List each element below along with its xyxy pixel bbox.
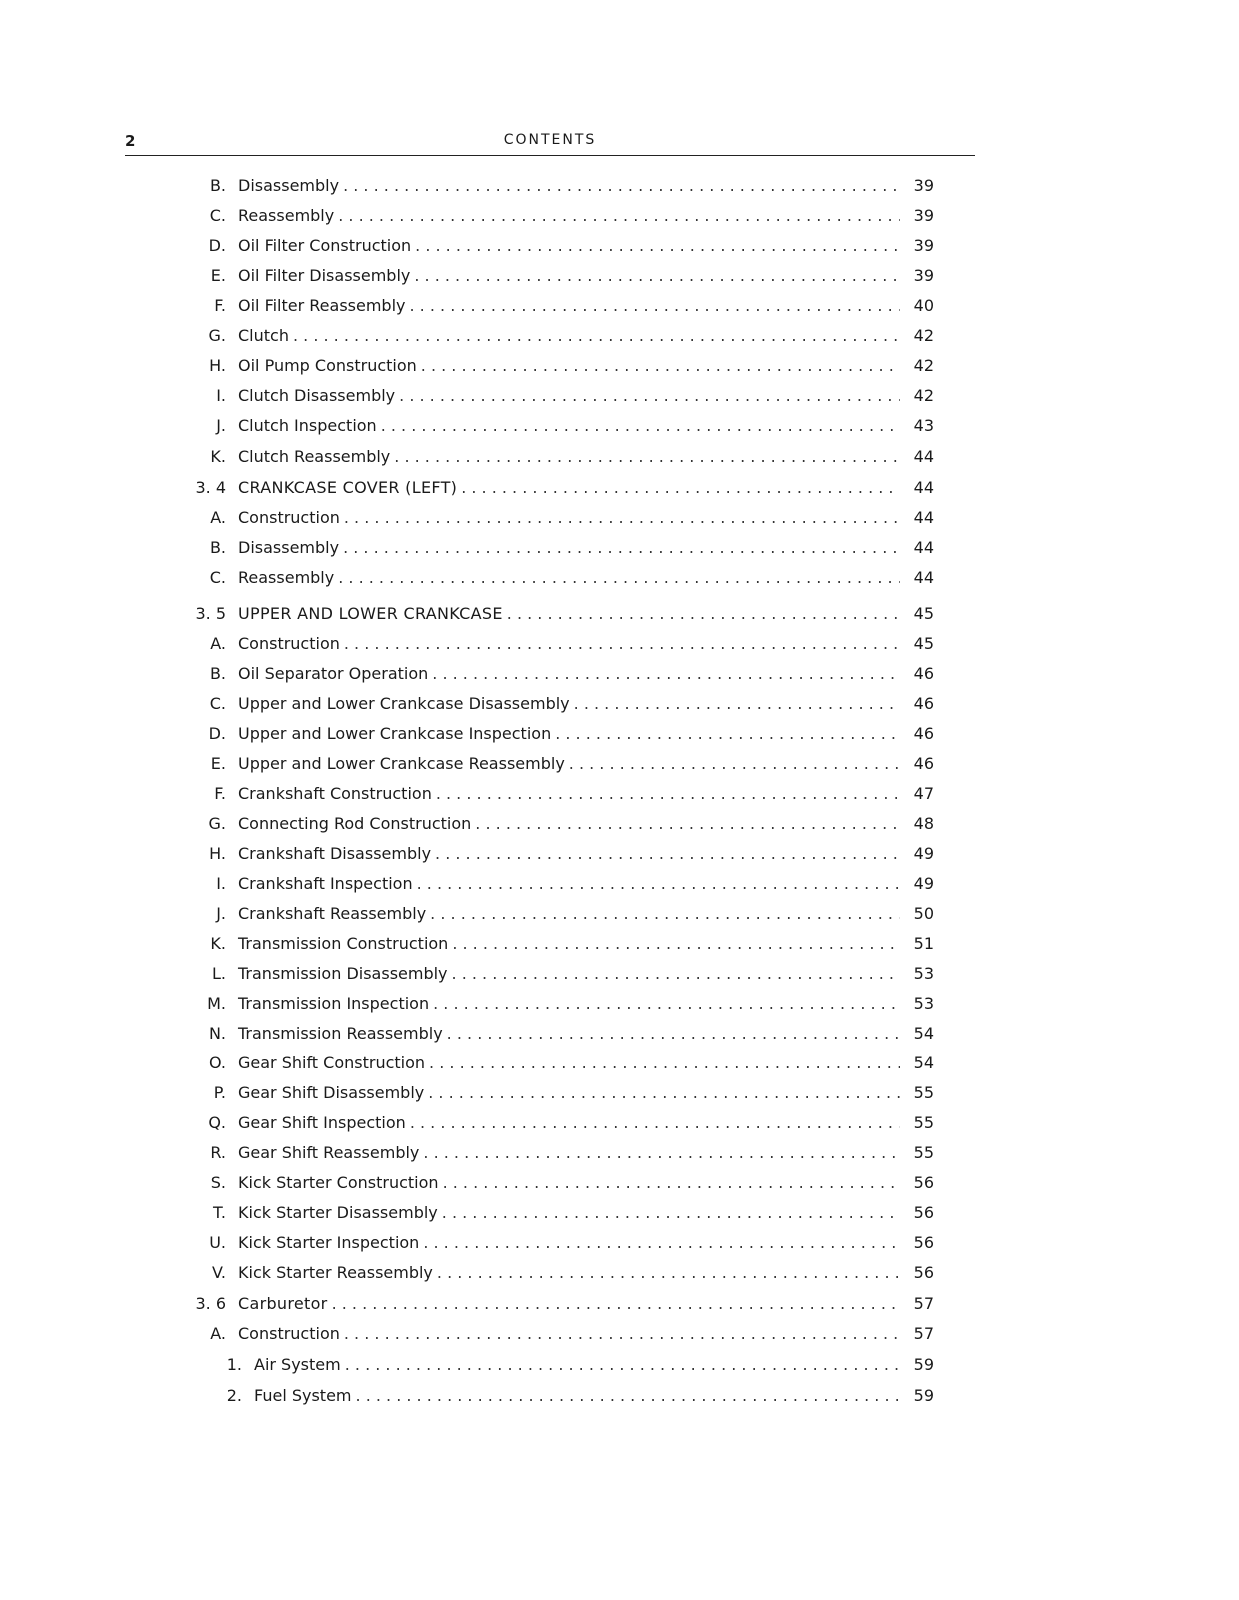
toc-entry bbox=[180, 475, 934, 501]
toc-entry-title: Disassembly bbox=[238, 176, 340, 195]
toc-entry bbox=[180, 961, 934, 987]
toc-entry-page: 39 bbox=[913, 266, 934, 285]
dot-leader bbox=[443, 1170, 900, 1196]
toc-entry-page: 56 bbox=[913, 1233, 934, 1252]
toc-entry-page: 56 bbox=[913, 1263, 934, 1282]
toc-entry-page: 46 bbox=[913, 724, 934, 743]
toc-entry-page: 45 bbox=[913, 634, 934, 653]
toc-entry-title: Air System bbox=[254, 1355, 341, 1374]
toc-entry bbox=[180, 1140, 934, 1166]
toc-entry bbox=[180, 991, 934, 1017]
toc-entry bbox=[180, 413, 934, 439]
dot-leader bbox=[442, 1200, 900, 1226]
toc-entry bbox=[180, 691, 934, 717]
toc-entry-page: 44 bbox=[913, 447, 934, 466]
toc-entry-number: G. bbox=[208, 814, 226, 833]
toc-entry-title: Crankshaft Reassembly bbox=[238, 904, 427, 923]
toc-entry-page: 44 bbox=[913, 478, 934, 497]
dot-leader bbox=[430, 901, 900, 927]
toc-entry-number: G. bbox=[208, 326, 226, 345]
toc-entry-page: 46 bbox=[913, 694, 934, 713]
toc-entry bbox=[180, 1260, 934, 1286]
toc-entry-page: 49 bbox=[913, 844, 934, 863]
dot-leader bbox=[435, 841, 900, 867]
toc-entry-page: 57 bbox=[913, 1294, 934, 1313]
toc-entry-title: Crankshaft Construction bbox=[238, 784, 432, 803]
dot-leader bbox=[344, 1321, 900, 1347]
toc-entry-number: L. bbox=[212, 964, 226, 983]
toc-entry-number: B. bbox=[209, 176, 226, 195]
toc-entry bbox=[180, 353, 934, 379]
toc-entry-title: Transmission Reassembly bbox=[238, 1024, 443, 1043]
toc-entry-number: T. bbox=[213, 1203, 226, 1222]
toc-entry-page: 42 bbox=[913, 356, 934, 375]
toc-entry-page: 54 bbox=[913, 1024, 934, 1043]
toc-entry-page: 57 bbox=[913, 1324, 934, 1343]
toc-entry bbox=[180, 751, 934, 777]
toc-entry-number: A. bbox=[210, 1324, 226, 1343]
toc-entry-title: Kick Starter Inspection bbox=[238, 1233, 420, 1252]
toc-entry-title: Reassembly bbox=[238, 206, 335, 225]
dot-leader bbox=[338, 565, 900, 591]
toc-entry-number: 3. 6 bbox=[195, 1294, 226, 1313]
toc-entry bbox=[196, 1383, 934, 1409]
toc-entry-page: 56 bbox=[913, 1173, 934, 1192]
dot-leader bbox=[410, 293, 901, 319]
toc-entry-title: Transmission Construction bbox=[238, 934, 449, 953]
toc-entry bbox=[180, 1230, 934, 1256]
toc-entry-page: 48 bbox=[913, 814, 934, 833]
toc-entry-number: K. bbox=[210, 934, 226, 953]
page-number: 2 bbox=[125, 132, 136, 150]
dot-leader bbox=[410, 1110, 900, 1136]
toc-entry-page: 44 bbox=[913, 508, 934, 527]
toc-entry bbox=[180, 383, 934, 409]
dot-leader bbox=[507, 601, 900, 627]
toc-entry-number: E. bbox=[210, 754, 226, 773]
toc-entry-number: Q. bbox=[208, 1113, 226, 1132]
toc-entry-page: 55 bbox=[913, 1113, 934, 1132]
dot-leader bbox=[332, 1291, 900, 1317]
toc-entry-page: 46 bbox=[913, 664, 934, 683]
toc-entry-page: 43 bbox=[913, 416, 934, 435]
toc-entry-page: 53 bbox=[913, 994, 934, 1013]
toc-entry bbox=[196, 1352, 934, 1378]
toc-entry bbox=[180, 871, 934, 897]
toc-entry-number: U. bbox=[209, 1233, 226, 1252]
toc-entry bbox=[180, 1200, 934, 1226]
toc-entry-title: Gear Shift Inspection bbox=[238, 1113, 406, 1132]
toc-entry-number: F. bbox=[214, 296, 226, 315]
toc-entry-number: B. bbox=[209, 664, 226, 683]
toc-entry-number: 1. bbox=[226, 1355, 242, 1374]
toc-entry-title: Kick Starter Disassembly bbox=[238, 1203, 438, 1222]
dot-leader bbox=[415, 233, 900, 259]
toc-entry-page: 47 bbox=[913, 784, 934, 803]
toc-entry-title: Crankshaft Disassembly bbox=[238, 844, 432, 863]
toc-entry-number: B. bbox=[209, 538, 226, 557]
toc-entry-page: 44 bbox=[913, 568, 934, 587]
toc-entry-number: R. bbox=[210, 1143, 226, 1162]
dot-leader bbox=[343, 173, 900, 199]
toc-entry bbox=[180, 173, 934, 199]
toc-entry-title: Carburetor bbox=[238, 1294, 328, 1313]
dot-leader bbox=[432, 661, 900, 687]
toc-entry bbox=[180, 631, 934, 657]
toc-entry bbox=[180, 263, 934, 289]
toc-entry-title: Crankshaft Inspection bbox=[238, 874, 413, 893]
toc-entry-title: Reassembly bbox=[238, 568, 335, 587]
toc-entry bbox=[180, 1050, 934, 1076]
dot-leader bbox=[417, 871, 900, 897]
dot-leader bbox=[452, 961, 900, 987]
toc-entry-page: 39 bbox=[913, 206, 934, 225]
toc-entry-title: Oil Filter Construction bbox=[238, 236, 412, 255]
toc-entry-number: E. bbox=[210, 266, 226, 285]
toc-entry-title: UPPER AND LOWER CRANKCASE bbox=[238, 604, 503, 623]
toc-entry-page: 59 bbox=[913, 1386, 934, 1405]
toc-entry-page: 46 bbox=[913, 754, 934, 773]
toc-entry bbox=[180, 781, 934, 807]
toc-entry-number: H. bbox=[209, 356, 226, 375]
toc-entry-number: O. bbox=[208, 1053, 226, 1072]
toc-entry-title: Gear Shift Construction bbox=[238, 1053, 426, 1072]
toc-entry-title: Upper and Lower Crankcase Inspection bbox=[238, 724, 552, 743]
toc-entry bbox=[180, 601, 934, 627]
toc-entry bbox=[180, 1170, 934, 1196]
dot-leader bbox=[475, 811, 900, 837]
toc-entry-title: Clutch bbox=[238, 326, 289, 345]
toc-entry-number: M. bbox=[207, 994, 226, 1013]
dot-leader bbox=[381, 413, 900, 439]
toc-entry bbox=[180, 1021, 934, 1047]
toc-entry-title: Upper and Lower Crankcase Disassembly bbox=[238, 694, 570, 713]
toc-entry-title: Gear Shift Reassembly bbox=[238, 1143, 420, 1162]
toc-entry bbox=[180, 323, 934, 349]
toc-entry-title: Oil Filter Reassembly bbox=[238, 296, 406, 315]
toc-entry-title: Fuel System bbox=[254, 1386, 352, 1405]
toc-entry-title: CRANKCASE COVER (LEFT) bbox=[238, 478, 458, 497]
toc-entry-number: J. bbox=[216, 416, 226, 435]
toc-entry-number: F. bbox=[214, 784, 226, 803]
toc-entry-number: P. bbox=[213, 1083, 226, 1102]
dot-leader bbox=[338, 203, 900, 229]
toc-entry-number: H. bbox=[209, 844, 226, 863]
dot-leader bbox=[555, 721, 900, 747]
toc-entry-number: K. bbox=[210, 447, 226, 466]
toc-entry bbox=[180, 1291, 934, 1317]
toc-entry-number: I. bbox=[216, 386, 226, 405]
dot-leader bbox=[414, 263, 900, 289]
toc-entry bbox=[180, 565, 934, 591]
dot-leader bbox=[394, 444, 900, 470]
toc-entry-number: I. bbox=[216, 874, 226, 893]
dot-leader bbox=[461, 475, 900, 501]
toc-entry-number: 3. 5 bbox=[195, 604, 226, 623]
toc-entry bbox=[180, 661, 934, 687]
toc-entry-number: C. bbox=[209, 206, 226, 225]
toc-entry bbox=[180, 1321, 934, 1347]
toc-entry-title: Clutch Inspection bbox=[238, 416, 377, 435]
dot-leader bbox=[345, 1352, 900, 1378]
dot-leader bbox=[356, 1383, 900, 1409]
toc-entry-title: Connecting Rod Construction bbox=[238, 814, 472, 833]
toc-entry-page: 53 bbox=[913, 964, 934, 983]
toc-entry bbox=[180, 535, 934, 561]
dot-leader bbox=[436, 781, 900, 807]
toc-entry-page: 54 bbox=[913, 1053, 934, 1072]
toc-entry-number: N. bbox=[208, 1024, 226, 1043]
dot-leader bbox=[574, 691, 900, 717]
toc-entry bbox=[180, 811, 934, 837]
toc-entry-title: Transmission Inspection bbox=[238, 994, 430, 1013]
dot-leader bbox=[452, 931, 900, 957]
running-title: CONTENTS bbox=[503, 132, 597, 148]
dot-leader bbox=[344, 505, 900, 531]
toc-entry-page: 56 bbox=[913, 1203, 934, 1222]
toc-entry-title: Oil Pump Construction bbox=[238, 356, 417, 375]
toc-entry-page: 55 bbox=[913, 1083, 934, 1102]
toc-entry-number: C. bbox=[209, 694, 226, 713]
toc-entry-number: A. bbox=[210, 508, 226, 527]
toc-entry-title: Construction bbox=[238, 1324, 340, 1343]
toc-entry-page: 40 bbox=[913, 296, 934, 315]
toc-entry-number: A. bbox=[210, 634, 226, 653]
toc-entry-page: 49 bbox=[913, 874, 934, 893]
toc-entry-page: 42 bbox=[913, 326, 934, 345]
toc-entry-title: Oil Separator Operation bbox=[238, 664, 429, 683]
toc-entry-number: J. bbox=[216, 904, 226, 923]
dot-leader bbox=[428, 1080, 900, 1106]
toc-entry-title: Kick Starter Construction bbox=[238, 1173, 439, 1192]
toc-entry-number: C. bbox=[209, 568, 226, 587]
dot-leader bbox=[433, 991, 900, 1017]
toc-entry-title: Kick Starter Reassembly bbox=[238, 1263, 433, 1282]
dot-leader bbox=[429, 1050, 900, 1076]
toc-entry bbox=[180, 1110, 934, 1136]
toc-entry-title: Gear Shift Disassembly bbox=[238, 1083, 425, 1102]
toc-entry-number: 3. 4 bbox=[195, 478, 226, 497]
toc-entry-page: 42 bbox=[913, 386, 934, 405]
toc-entry bbox=[180, 444, 934, 470]
toc-entry-number: D. bbox=[208, 724, 226, 743]
toc-entry-page: 55 bbox=[913, 1143, 934, 1162]
dot-leader bbox=[423, 1230, 900, 1256]
dot-leader bbox=[293, 323, 900, 349]
toc-entry-page: 39 bbox=[913, 176, 934, 195]
dot-leader bbox=[437, 1260, 900, 1286]
toc-entry-number: 2. bbox=[226, 1386, 242, 1405]
toc-entry bbox=[180, 931, 934, 957]
toc-entry-title: Clutch Disassembly bbox=[238, 386, 396, 405]
toc-entry bbox=[180, 505, 934, 531]
toc-entry bbox=[180, 293, 934, 319]
dot-leader bbox=[343, 535, 900, 561]
toc-entry-title: Oil Filter Disassembly bbox=[238, 266, 411, 285]
toc-entry-number: S. bbox=[210, 1173, 226, 1192]
toc-entry bbox=[180, 841, 934, 867]
dot-leader bbox=[399, 383, 900, 409]
dot-leader bbox=[423, 1140, 900, 1166]
toc-entry-page: 50 bbox=[913, 904, 934, 923]
dot-leader bbox=[447, 1021, 900, 1047]
toc-entry bbox=[180, 901, 934, 927]
toc-entry bbox=[180, 233, 934, 259]
dot-leader bbox=[421, 353, 900, 379]
toc-entry-title: Construction bbox=[238, 634, 340, 653]
toc-entry bbox=[180, 721, 934, 747]
toc-entry-page: 39 bbox=[913, 236, 934, 255]
toc-entry bbox=[180, 203, 934, 229]
toc-entry-page: 44 bbox=[913, 538, 934, 557]
toc-entry-page: 45 bbox=[913, 604, 934, 623]
toc-entry-number: V. bbox=[212, 1263, 226, 1282]
toc-entry-number: D. bbox=[208, 236, 226, 255]
toc-entry-title: Transmission Disassembly bbox=[238, 964, 448, 983]
toc-entry-title: Disassembly bbox=[238, 538, 340, 557]
dot-leader bbox=[569, 751, 900, 777]
toc-entry-page: 59 bbox=[913, 1355, 934, 1374]
toc-entry-title: Construction bbox=[238, 508, 340, 527]
toc-entry-title: Clutch Reassembly bbox=[238, 447, 391, 466]
dot-leader bbox=[344, 631, 900, 657]
toc-entry-title: Upper and Lower Crankcase Reassembly bbox=[238, 754, 565, 773]
toc-entry bbox=[180, 1080, 934, 1106]
toc-entry-page: 51 bbox=[913, 934, 934, 953]
